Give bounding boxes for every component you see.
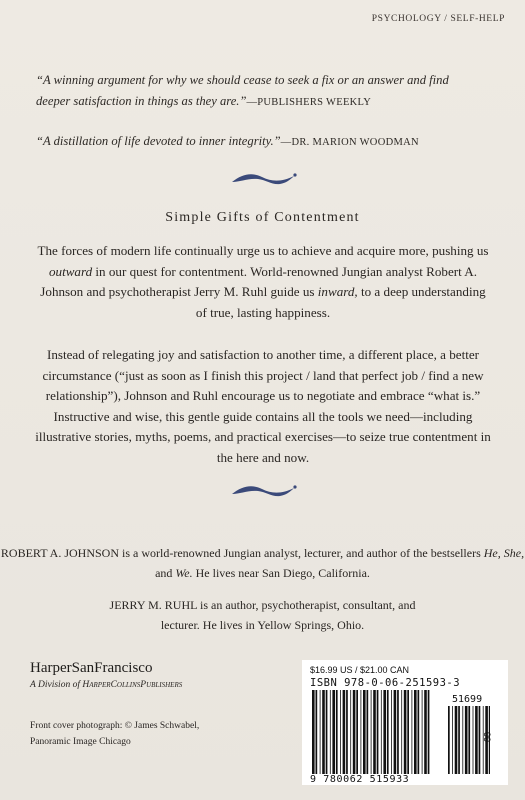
isbn-label: ISBN 978-0-06-251593-3 xyxy=(310,677,461,689)
ean-number: 9 780062 515933 xyxy=(310,774,410,785)
text-run: to a deep understanding of true, lasting happiness. xyxy=(195,284,486,320)
quote-marion-woodman xyxy=(36,131,485,153)
emphasis-inward: inward, xyxy=(317,284,358,299)
quote-publishers-weekly xyxy=(36,70,485,113)
text-run: The forces of modern life continually urge us to achieve and acquire more, pushing us xyxy=(37,243,489,258)
price-label: $16.99 US / $21.00 CAN xyxy=(310,665,410,675)
description-paragraph-2: Instead of relegating joy and satisfaction to another time, a different place, a better circumstance (“just as soon as I finish this project / land that perfect job / find a new relationship”), Johnson and Ruhl encourage us to negotiate and embrace “what is.” Instructive and wise, this gentle guide contains all the tools we need—including illustrative stories, myths, poems, and practical exercises—to seize true contentment in the here and now. xyxy=(35,347,491,465)
book-title: We. xyxy=(175,566,193,580)
barcode-panel xyxy=(302,660,508,785)
ean-barcode-icon xyxy=(312,690,432,774)
swash-ornament-icon xyxy=(228,482,300,500)
publisher-division xyxy=(30,680,182,690)
swash-ornament-icon xyxy=(228,170,300,188)
credit-line: Panoramic Image Chicago xyxy=(30,737,131,747)
publisher-name: HarperSanFrancisco xyxy=(30,660,153,676)
text-run: JERRY M. RUHL is an author, psychotherapist, consultant, and lecturer. He lives in Yellow Springs, Ohio. xyxy=(109,598,416,632)
text-run: in our quest for contentment. World-renowned Jungian analyst Robert A. Johnson and psychotherapist Jerry M. Ruhl guide us xyxy=(40,263,478,299)
barcode-side-number: 00 xyxy=(482,732,492,743)
author-bio-johnson xyxy=(0,543,525,583)
text-run: He lives near San Diego, California. xyxy=(192,566,370,580)
quote-text: “A winning argument for why we should cease to seek a fix or an answer and find deeper satisfaction in things as they are.” xyxy=(36,73,449,108)
text-run: ROBERT A. JOHNSON is a world-renowned Jungian analyst, lecturer, and author of the bestsellers xyxy=(0,546,484,560)
text-run: HarperCollinsPublishers xyxy=(82,680,183,690)
text-run: and xyxy=(155,566,176,580)
book-titles: He, She, xyxy=(483,546,525,560)
price-addon-label: 51699 xyxy=(452,694,483,705)
description-paragraph-1 xyxy=(34,241,492,323)
author-bio-ruhl xyxy=(0,595,525,635)
photo-credit xyxy=(30,718,199,750)
quote-attribution: —DR. MARION WOODMAN xyxy=(280,137,419,148)
section-heading: Simple Gifts of Contentment xyxy=(165,210,360,225)
text-run: A Division of xyxy=(30,680,83,690)
quote-attribution: —PUBLISHERS WEEKLY xyxy=(246,97,372,108)
quote-text: “A distillation of life devoted to inner integrity.” xyxy=(36,134,281,148)
emphasis-outward: outward xyxy=(48,263,93,279)
credit-line: Front cover photograph: © James Schwabel, xyxy=(30,721,200,731)
category-label: PSYCHOLOGY / SELF-HELP xyxy=(371,14,505,24)
